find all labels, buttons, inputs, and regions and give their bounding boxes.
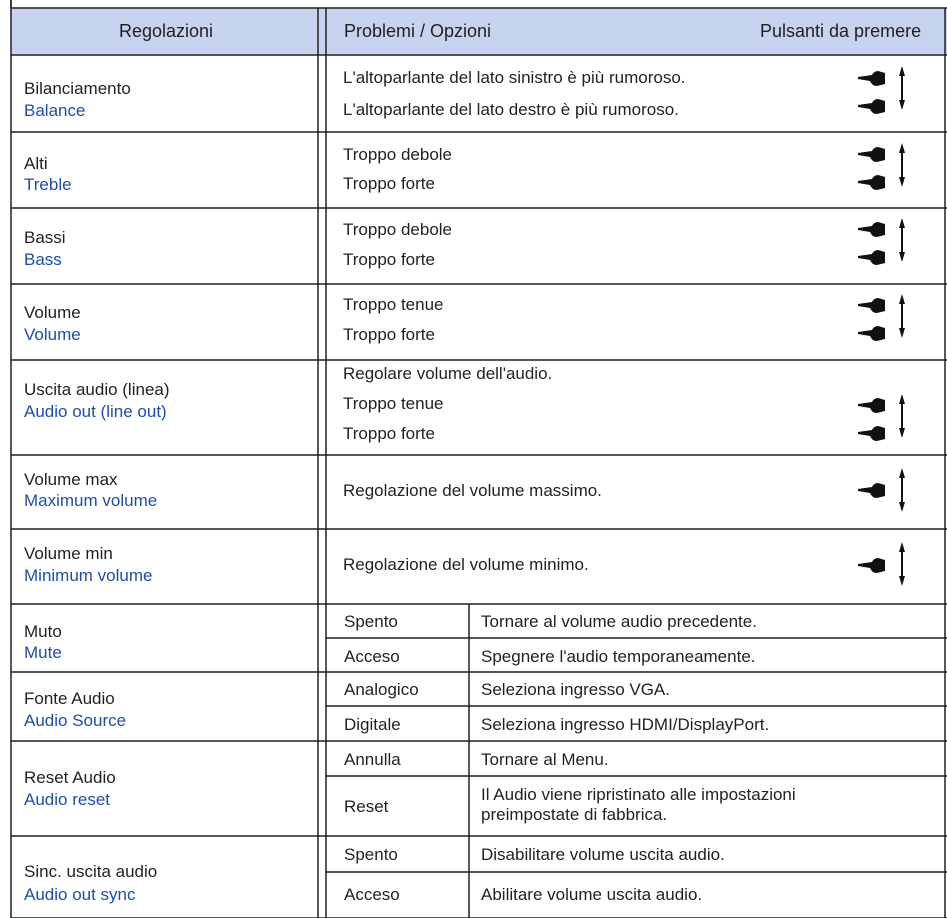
row-treble-line-1: Troppo debole — [343, 145, 453, 164]
pointing-hand-icon — [858, 97, 886, 115]
header-problems-options: Problemi / Opzioni — [344, 21, 492, 41]
row-balance-name-en: Balance — [24, 101, 86, 120]
row-audio-reset-option-2: Reset — [344, 797, 389, 816]
row-min-volume-line-1: Regolazione del volume minimo. — [343, 555, 589, 574]
row-treble-line-2: Troppo forte — [343, 174, 435, 193]
pointing-hand-icon — [858, 556, 886, 574]
row-audio-out-sync-option-2: Acceso — [344, 885, 400, 904]
row-audio-out-name-en: Audio out (line out) — [24, 402, 167, 421]
row-audio-out-line-1: Regolare volume dell'audio. — [343, 364, 553, 383]
up-down-arrow-icon — [896, 218, 908, 262]
row-bass-line-2: Troppo forte — [343, 250, 435, 269]
row-mute-option-1-desc: Tornare al volume audio precedente. — [481, 612, 757, 631]
row-treble-name-it: Alti — [24, 154, 48, 173]
row-treble-name-en: Treble — [24, 175, 72, 194]
up-down-arrow-icon — [896, 66, 908, 110]
row-audio-reset-name-it: Reset Audio — [24, 768, 116, 787]
row-audio-out-sync-option-2-desc: Abilitare volume uscita audio. — [481, 885, 703, 904]
row-mute-option-2-desc: Spegnere l'audio temporaneamente. — [481, 647, 756, 666]
row-audio-source-option-2: Digitale — [344, 715, 401, 734]
row-min-volume-name-en: Minimum volume — [24, 566, 153, 585]
row-audio-source-option-2-desc: Seleziona ingresso HDMI/DisplayPort. — [481, 715, 770, 734]
row-audio-source-option-1-desc: Seleziona ingresso VGA. — [481, 680, 670, 699]
row-volume-name-it: Volume — [24, 303, 81, 322]
row-balance-line-1: L'altoparlante del lato sinistro è più rumoroso. — [343, 68, 686, 87]
pointing-hand-icon — [858, 173, 886, 191]
up-down-arrow-icon — [896, 468, 908, 512]
row-audio-out-name-it: Uscita audio (linea) — [24, 380, 170, 399]
pointing-hand-icon — [858, 424, 886, 442]
pointing-hand-icon — [858, 248, 886, 266]
up-down-arrow-icon — [896, 542, 908, 586]
pointing-hand-icon — [858, 481, 886, 499]
row-balance-line-2: L'altoparlante del lato destro è più rumoroso. — [343, 100, 679, 119]
up-down-arrow-icon — [896, 294, 908, 338]
pointing-hand-icon — [858, 69, 886, 87]
row-audio-reset-name-en: Audio reset — [24, 790, 110, 809]
row-mute-name-it: Muto — [24, 622, 62, 641]
row-bass-line-1: Troppo debole — [343, 220, 453, 239]
row-bass-name-en: Bass — [24, 250, 62, 269]
row-audio-out-sync-option-1-desc: Disabilitare volume uscita audio. — [481, 845, 725, 864]
pointing-hand-icon — [858, 396, 886, 414]
row-volume-line-2: Troppo forte — [343, 325, 435, 344]
row-mute-name-en: Mute — [24, 643, 62, 662]
header-adjustments: Regolazioni — [119, 21, 214, 41]
row-audio-reset-option-1: Annulla — [344, 750, 401, 769]
header-buttons: Pulsanti da premere — [760, 21, 922, 41]
row-audio-out-sync-name-it: Sinc. uscita audio — [24, 862, 158, 881]
row-audio-reset-option-2-desc-1: Il Audio viene ripristinato alle impostazioni — [481, 785, 796, 804]
up-down-arrow-icon — [896, 143, 908, 187]
pointing-hand-icon — [858, 220, 886, 238]
row-audio-out-line-2: Troppo tenue — [343, 394, 444, 413]
row-audio-reset-option-2-desc-2: preimpostate di fabbrica. — [481, 805, 668, 824]
row-volume-line-1: Troppo tenue — [343, 295, 444, 314]
row-mute-option-2: Acceso — [344, 647, 400, 666]
row-balance-name-it: Bilanciamento — [24, 79, 131, 98]
row-audio-reset-option-1-desc: Tornare al Menu. — [481, 750, 609, 769]
row-min-volume-name-it: Volume min — [24, 544, 113, 563]
up-down-arrow-icon — [896, 394, 908, 438]
row-mute-option-1: Spento — [344, 612, 398, 631]
row-bass-name-it: Bassi — [24, 228, 66, 247]
row-volume-name-en: Volume — [24, 325, 81, 344]
row-audio-source-option-1: Analogico — [344, 680, 419, 699]
row-max-volume-line-1: Regolazione del volume massimo. — [343, 481, 602, 500]
pointing-hand-icon — [858, 296, 886, 314]
row-audio-out-sync-option-1: Spento — [344, 845, 398, 864]
row-audio-source-name-it: Fonte Audio — [24, 689, 115, 708]
row-max-volume-name-it: Volume max — [24, 470, 118, 489]
row-audio-out-sync-name-en: Audio out sync — [24, 885, 136, 904]
row-max-volume-name-en: Maximum volume — [24, 491, 158, 510]
pointing-hand-icon — [858, 145, 886, 163]
pointing-hand-icon — [858, 324, 886, 342]
row-audio-source-name-en: Audio Source — [24, 711, 127, 730]
row-audio-out-line-3: Troppo forte — [343, 424, 435, 443]
